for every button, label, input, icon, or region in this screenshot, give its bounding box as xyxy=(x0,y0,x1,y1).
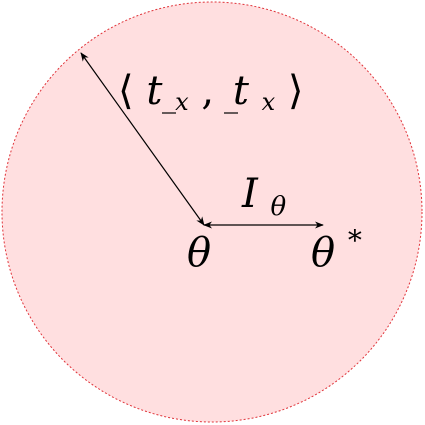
target-point-symbol: θ xyxy=(311,230,336,276)
radius-label-left-bracket: ⟨ xyxy=(118,68,134,114)
distance-label-symbol: I xyxy=(242,171,258,217)
radius-label-right-bracket: ⟩ xyxy=(287,68,304,114)
region-circle xyxy=(2,2,422,422)
radius-label-sub2: x xyxy=(261,88,276,116)
center-point-label: θ xyxy=(187,230,212,276)
radius-label-comma: , xyxy=(201,68,215,114)
radius-label-var1: t xyxy=(146,68,163,114)
radius-label-sub1: x xyxy=(175,88,189,116)
radius-label xyxy=(118,68,304,120)
distance-label-subscript: θ xyxy=(270,192,287,222)
target-point-superscript: * xyxy=(347,224,362,257)
radius-label-var2: t xyxy=(232,68,249,114)
